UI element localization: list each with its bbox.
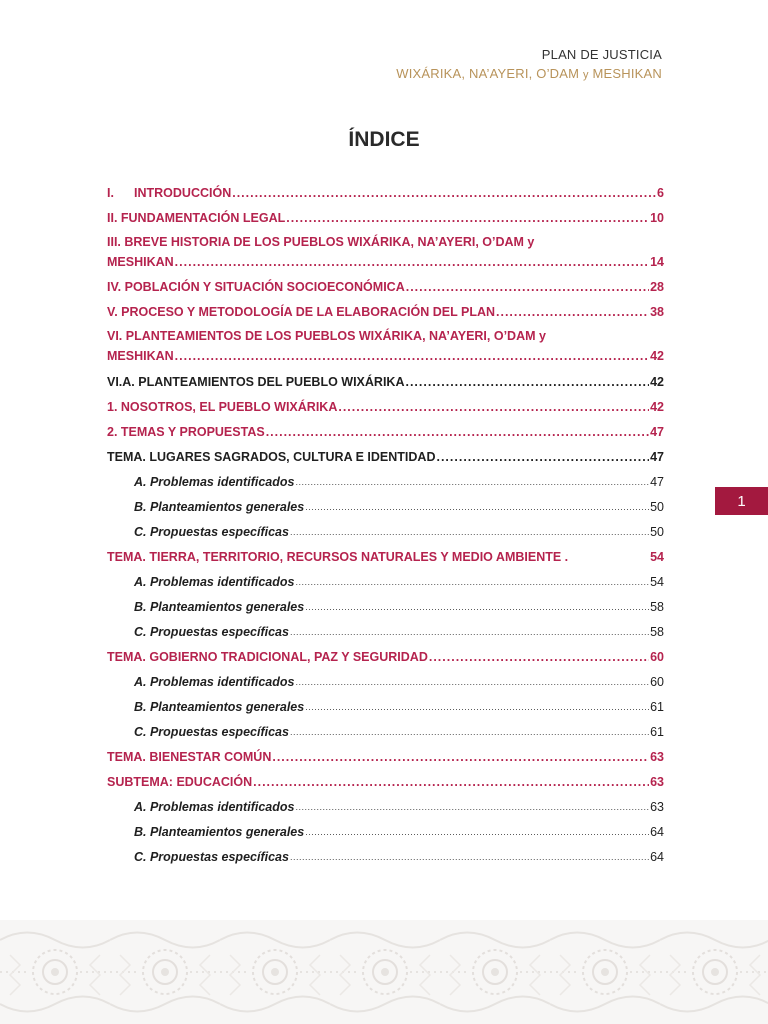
toc-page-number: 28 [650,280,664,294]
toc-label: A. Problemas identificados [134,675,295,689]
leader-dots [405,372,649,392]
toc-page-number: 63 [650,775,664,789]
toc-page-number: 47 [650,450,664,464]
toc-page-number: 58 [650,600,664,614]
leader-dots [175,252,649,272]
toc-entry-tema-tierra-territorio[interactable] [107,547,664,567]
toc-entry-subtema-educacion[interactable] [107,772,664,792]
leader-dots [175,346,649,366]
toc-label: II. FUNDAMENTACIÓN LEGAL [107,211,286,225]
leader-dots [338,397,649,417]
toc-label: A. Problemas identificados [134,800,295,814]
toc-label: B. Planteamientos generales [134,825,305,839]
toc-subentry[interactable] [107,497,664,517]
toc-page-number: 64 [650,825,664,839]
leader-dots [266,422,649,442]
toc-subentry[interactable] [107,722,664,742]
toc-label: I. INTRODUCCIÓN [107,186,232,200]
toc-entry-planteamientos[interactable] [107,327,664,366]
toc-page-number: 47 [650,475,664,489]
toc-subentry[interactable] [107,822,664,842]
leader-dots [290,847,649,867]
page-number-tab: 1 [715,487,768,515]
toc-entry-tema-bienestar-comun[interactable] [107,747,664,767]
toc-subentry[interactable] [107,697,664,717]
leader-dots [290,722,649,742]
toc-label: 1. NOSOTROS, EL PUEBLO WIXÁRIKA [107,400,338,414]
header-subtitle-meshikan: MESHIKAN [592,66,662,81]
leader-dots [305,697,649,717]
toc-page-number: 6 [657,186,664,200]
toc-label-line1: VI. PLANTEAMIENTOS DE LOS PUEBLOS WIXÁRIKA, NA’AYERI, O’DAM y [107,329,546,343]
toc-subentry[interactable] [107,572,664,592]
toc-label: TEMA. TIERRA, TERRITORIO, RECURSOS NATURALES Y MEDIO AMBIENTE . [107,550,569,564]
leader-dots [272,747,649,767]
toc-page-number: 63 [650,800,664,814]
toc-label: C. Propuestas específicas [134,625,289,639]
toc-page-number: 42 [650,400,664,414]
document-header [396,45,662,85]
leader-dots [295,472,649,492]
leader-dots [253,772,649,792]
toc-entry-tema-lugares-sagrados[interactable] [107,447,664,467]
header-subtitle [396,64,662,85]
decorative-footer-pattern [0,920,768,1024]
toc-page-number: 60 [650,650,664,664]
header-title: PLAN DE JUSTICIA [541,47,662,62]
toc-subentry[interactable] [107,672,664,692]
toc-label: TEMA. BIENESTAR COMÚN [107,750,272,764]
leader-dots [232,183,656,203]
page-title: ÍNDICE [348,128,420,151]
toc-page-number: 61 [650,725,664,739]
toc-subentry[interactable] [107,622,664,642]
toc-page-number: 47 [650,425,664,439]
toc-subentry[interactable] [107,472,664,492]
toc-page-number: 42 [650,349,664,363]
toc-label: VI.A. PLANTEAMIENTOS DEL PUEBLO WIXÁRIKA [107,375,405,389]
leader-dots [290,522,649,542]
header-subtitle-y: y [582,69,589,81]
toc-label: IV. POBLACIÓN Y SITUACIÓN SOCIOECONÓMICA [107,280,405,294]
toc-subentry[interactable] [107,597,664,617]
toc-label-line1: III. BREVE HISTORIA DE LOS PUEBLOS WIXÁRIKA, NA’AYERI, O’DAM y [107,235,535,249]
toc-label: A. Problemas identificados [134,475,295,489]
leader-dots [290,622,649,642]
table-of-contents [107,184,664,867]
leader-dots [305,497,649,517]
toc-page-number: 42 [650,375,664,389]
toc-label: TEMA. LUGARES SAGRADOS, CULTURA E IDENTIDAD [107,450,436,464]
toc-entry-via[interactable] [107,372,664,392]
toc-page-number: 60 [650,675,664,689]
toc-label-line2: MESHIKAN [107,255,174,269]
leader-dots [295,572,649,592]
toc-page-number: 10 [650,211,664,225]
leader-dots [436,447,649,467]
ornament-pattern [0,920,768,1024]
toc-label: B. Planteamientos generales [134,600,305,614]
toc-page-number: 58 [650,625,664,639]
leader-dots [429,647,649,667]
toc-label: B. Planteamientos generales [134,500,305,514]
toc-label: SUBTEMA: EDUCACIÓN [107,775,253,789]
toc-label: 2. TEMAS Y PROPUESTAS [107,425,265,439]
toc-page-number: 61 [650,700,664,714]
leader-dots [305,822,649,842]
toc-page-number: 63 [650,750,664,764]
leader-dots [286,208,649,228]
toc-subentry[interactable] [107,797,664,817]
toc-entry-temas[interactable] [107,422,664,442]
toc-page-number: 38 [650,305,664,319]
toc-label: A. Problemas identificados [134,575,295,589]
toc-entry-introduccion[interactable] [107,184,664,203]
toc-entry-fundamentacion[interactable] [107,208,664,228]
toc-page-number: 50 [650,500,664,514]
toc-entry-proceso[interactable] [107,302,664,322]
toc-page-number: 54 [650,550,664,564]
toc-label: V. PROCESO Y METODOLOGÍA DE LA ELABORACIÓN DEL PLAN [107,305,496,319]
toc-page-number: 50 [650,525,664,539]
toc-subentry[interactable] [107,522,664,542]
toc-page-number: 64 [650,850,664,864]
toc-page-number: 54 [650,575,664,589]
toc-label: C. Propuestas específicas [134,525,289,539]
toc-entry-tema-gobierno-tradicional[interactable] [107,647,664,667]
toc-label: C. Propuestas específicas [134,725,289,739]
toc-label: B. Planteamientos generales [134,700,305,714]
header-subtitle-peoples: WIXÁRIKA, NA’AYERI, O’DAM [396,66,580,81]
toc-entry-historia[interactable] [107,233,664,272]
leader-dots [295,797,649,817]
toc-entry-poblacion[interactable] [107,277,664,297]
toc-entry-nosotros[interactable] [107,397,664,417]
toc-label: C. Propuestas específicas [134,850,289,864]
leader-dots [496,302,649,322]
toc-label: TEMA. GOBIERNO TRADICIONAL, PAZ Y SEGURIDAD [107,650,428,664]
leader-dots [295,672,649,692]
leader-dots [305,597,649,617]
toc-page-number: 14 [650,255,664,269]
toc-subentry[interactable] [107,847,664,867]
toc-label-line2: MESHIKAN [107,349,174,363]
leader-dots [406,277,649,297]
